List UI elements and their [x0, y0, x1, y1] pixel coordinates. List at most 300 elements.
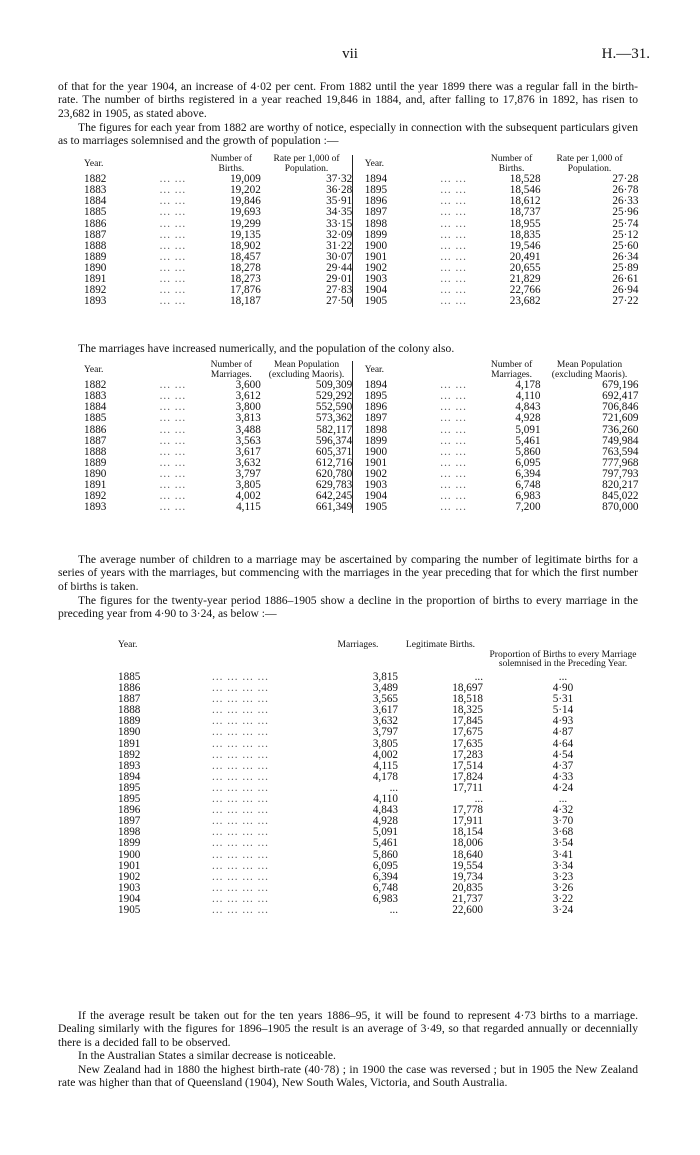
year-cell: 1884	[84, 401, 107, 414]
leader-dots: ... ...	[159, 401, 187, 414]
header-births: Number of Births.	[490, 154, 533, 174]
births-cell: 18,518	[452, 693, 483, 706]
value-cell: 706,846	[602, 401, 639, 414]
births-cell: 20,835	[452, 881, 483, 894]
count-cell: 18,737	[509, 206, 541, 219]
leader-dots: ... ... ... ...	[212, 848, 269, 861]
value-cell: 642,245	[261, 491, 353, 502]
marriages-cell: 3,805	[372, 737, 398, 750]
year-cell: 1904	[364, 490, 388, 503]
header-year: Year.	[118, 640, 138, 651]
year-cell: 1882	[84, 173, 107, 186]
value-cell: 763,594	[602, 445, 639, 458]
header-rate: Rate per 1,000 of Population.	[261, 155, 353, 174]
births-cell: 19,554	[452, 859, 483, 872]
table-row	[118, 739, 643, 750]
leader-dots: ... ...	[440, 467, 467, 480]
count-cell: 18,278	[230, 261, 261, 274]
value-cell: 573,362	[261, 413, 353, 424]
leader-dots: ... ... ... ...	[212, 793, 269, 806]
header-year: Year.	[84, 364, 104, 375]
proportion-cell: 4·93	[552, 715, 574, 728]
births-cell: 17,845	[452, 715, 483, 728]
births-cell: 17,675	[452, 726, 483, 739]
births-cell: 18,697	[452, 682, 483, 695]
leader-dots: ... ... ... ...	[212, 748, 269, 761]
year-cell: 1887	[84, 434, 107, 447]
proportion-cell: 3·70	[552, 815, 574, 828]
year-cell: 1882	[84, 379, 107, 392]
count-cell: 4,843	[515, 401, 541, 414]
leader-dots: ... ...	[159, 206, 187, 219]
paragraph-new-zealand: New Zealand had in 1880 the highest birth-rate (40·78) ; in 1900 the case was reversed ; but in 1905 the New Zealand rate was higher than that of Queensland (1904), New South Wales, Victoria, and South Australia.	[58, 1063, 638, 1090]
marriages-cell: 4,178	[372, 770, 398, 783]
leader-dots: ... ... ... ...	[212, 759, 269, 772]
marriages-cell: 4,115	[373, 759, 398, 772]
marriages-cell: 3,617	[372, 704, 398, 717]
leader-dots: ... ... ... ...	[212, 804, 269, 817]
births-cell: 18,325	[452, 704, 483, 717]
count-cell: 19,202	[230, 184, 261, 197]
count-cell: 19,693	[230, 206, 261, 219]
value-cell: 25·89	[612, 261, 639, 274]
count-cell: 18,612	[509, 195, 541, 208]
paragraph-marriages-intro: The marriages have increased numerically, and the population of the colony also.	[78, 342, 455, 355]
year-cell: 1886	[84, 423, 107, 436]
value-cell: 27·28	[612, 173, 639, 186]
marriages-cell: 3,489	[372, 682, 398, 695]
count-cell: 6,095	[515, 456, 541, 469]
year-cell: 1887	[84, 228, 107, 241]
proportion-cell: 3·23	[552, 870, 574, 883]
value-cell: 870,000	[602, 501, 639, 514]
value-cell: 26·94	[612, 284, 639, 297]
marriages-cell: 5,461	[372, 837, 398, 850]
value-cell: 736,260	[602, 423, 639, 436]
marriages-cell: 4,928	[372, 815, 398, 828]
value-cell: 620,780	[261, 469, 353, 480]
year-cell: 1896	[118, 804, 141, 817]
proportion-cell: 3·41	[552, 848, 574, 861]
value-cell: 27·83	[261, 285, 353, 296]
count-cell: 19,546	[509, 239, 541, 252]
value-cell: 35·91	[261, 196, 353, 207]
year-cell: 1890	[84, 467, 107, 480]
value-cell: 797,793	[602, 467, 639, 480]
value-cell: 552,590	[261, 402, 353, 413]
count-cell: 3,805	[235, 479, 261, 492]
leader-dots: ... ...	[440, 228, 467, 241]
year-cell: 1899	[118, 837, 141, 850]
marriages-cell: 6,748	[372, 881, 398, 894]
proportion-cell: 3·26	[552, 881, 574, 894]
leader-dots: ... ... ... ...	[212, 903, 269, 916]
value-cell: 777,968	[602, 456, 639, 469]
count-cell: 18,546	[509, 184, 541, 197]
count-cell: 7,200	[515, 501, 541, 514]
table-row	[84, 425, 639, 436]
count-cell: 5,091	[515, 423, 541, 436]
year-cell: 1894	[364, 173, 388, 186]
proportion-cell: 4·54	[552, 748, 574, 761]
leader-dots: ... ...	[159, 423, 187, 436]
year-cell: 1899	[364, 434, 388, 447]
year-cell: 1905	[364, 295, 388, 308]
leader-dots: ... ...	[440, 239, 467, 252]
leader-dots: ... ...	[159, 467, 187, 480]
leader-dots: ... ...	[159, 501, 187, 514]
value-cell: 27·50	[261, 296, 353, 307]
proportion-cell: 3·22	[552, 892, 574, 905]
leader-dots: ... ...	[159, 379, 187, 392]
proportion-cell: 5·14	[552, 704, 574, 717]
year-cell: 1888	[84, 239, 107, 252]
leader-dots: ... ...	[159, 390, 187, 403]
paragraph-birth-rate: of that for the year 1904, an increase of 4·02 per cent. From 1882 until the year 1899 there was a regular fall in the birth-rate. The number of births registered in a year reached 19,846 in 1884, and, after falling to 17,876 in 1892, has risen to 23,682 in 1905, as stated above.	[58, 80, 638, 120]
value-cell: 27·22	[612, 295, 639, 308]
year-cell: 1893	[84, 501, 107, 514]
leader-dots: ... ... ... ...	[212, 671, 269, 683]
proportion-cell: 5·31	[552, 693, 574, 706]
value-cell: 29·44	[261, 263, 353, 274]
leader-dots: ... ...	[159, 445, 187, 458]
count-cell: 3,612	[235, 390, 261, 403]
value-cell: 32·09	[261, 230, 353, 241]
year-cell: 1885	[84, 206, 107, 219]
leader-dots: ... ...	[440, 173, 467, 186]
header-population: Mean Population (excluding Maoris).	[551, 360, 628, 380]
paragraph-australian-states: In the Australian States a similar decrease is noticeable.	[78, 1049, 336, 1062]
births-cell: 17,283	[452, 748, 483, 761]
proportion-cell: 3·34	[552, 859, 574, 872]
marriages-population-table	[84, 361, 639, 513]
births-cell: ...	[474, 671, 483, 683]
year-cell: 1901	[364, 456, 388, 469]
value-cell: 25·12	[612, 228, 639, 241]
births-cell: 17,778	[452, 804, 483, 817]
header-year: Year.	[364, 364, 385, 375]
year-cell: 1896	[364, 401, 388, 414]
value-cell: 36·28	[261, 185, 353, 196]
leader-dots: ... ...	[440, 412, 467, 425]
leader-dots: ... ...	[159, 490, 187, 503]
value-cell: 26·33	[612, 195, 639, 208]
header-year: Year.	[364, 158, 385, 169]
year-cell: 1892	[84, 490, 107, 503]
year-cell: 1889	[84, 456, 107, 469]
year-cell: 1901	[118, 859, 141, 872]
leader-dots: ... ...	[159, 456, 187, 469]
count-cell: 19,135	[230, 228, 261, 241]
value-cell: 26·61	[612, 273, 639, 286]
count-cell: 5,860	[515, 445, 541, 458]
value-cell: 34·35	[261, 207, 353, 218]
marriages-cell: 4,110	[373, 793, 398, 806]
value-cell: 679,196	[602, 379, 639, 392]
value-cell: 661,349	[261, 502, 353, 513]
leader-dots: ... ... ... ...	[212, 715, 269, 728]
year-cell: 1883	[84, 390, 107, 403]
year-cell: 1903	[364, 479, 388, 492]
value-cell: 721,609	[602, 412, 639, 425]
header-marriages: Number of Marriages.	[210, 360, 253, 380]
count-cell: 4,110	[515, 390, 541, 403]
year-cell: 1890	[84, 261, 107, 274]
marriages-cell: 5,091	[372, 826, 398, 839]
header-year: Year.	[84, 158, 104, 169]
leader-dots: ... ...	[159, 273, 187, 286]
births-cell: 17,824	[452, 770, 483, 783]
leader-dots: ... ...	[159, 412, 187, 425]
table-row	[118, 838, 643, 849]
year-cell: 1894	[364, 379, 388, 392]
value-cell: 30·07	[261, 252, 353, 263]
count-cell: 18,187	[230, 295, 261, 308]
leader-dots: ... ... ... ...	[212, 815, 269, 828]
year-cell: 1895	[118, 793, 141, 806]
proportion-cell: 3·54	[552, 837, 574, 850]
births-cell: 18,640	[452, 848, 483, 861]
count-cell: 18,955	[509, 217, 541, 230]
marriages-cell: ...	[389, 903, 398, 916]
year-cell: 1905	[364, 501, 388, 514]
paragraph-average-children: The average number of children to a marriage may be ascertained by comparing the number of legitimate births for a series of years with the marriages, but commencing with the marriages in the year preceding that for which the first number of births is taken.	[58, 553, 638, 593]
leader-dots: ... ...	[159, 184, 187, 197]
count-cell: 3,488	[235, 423, 261, 436]
marriages-cell: 4,843	[372, 804, 398, 817]
year-cell: 1887	[118, 693, 141, 706]
count-cell: 22,766	[509, 284, 541, 297]
births-cell: 21,737	[452, 892, 483, 905]
year-cell: 1893	[118, 759, 141, 772]
year-cell: 1891	[84, 479, 107, 492]
leader-dots: ... ...	[440, 423, 467, 436]
births-cell: 18,006	[452, 837, 483, 850]
table-row	[84, 207, 639, 218]
count-cell: 18,835	[509, 228, 541, 241]
table-row	[84, 296, 639, 307]
leader-dots: ... ... ... ...	[212, 892, 269, 905]
count-cell: 18,902	[230, 239, 261, 252]
leader-dots: ... ...	[440, 445, 467, 458]
proportion-cell: 3·24	[552, 903, 574, 916]
count-cell: 3,800	[235, 401, 261, 414]
leader-dots: ... ...	[440, 184, 467, 197]
count-cell: 3,813	[235, 412, 261, 425]
year-cell: 1900	[364, 445, 388, 458]
leader-dots: ... ...	[159, 239, 187, 252]
marriages-cell: 3,632	[372, 715, 398, 728]
value-cell: 25·96	[612, 206, 639, 219]
year-cell: 1904	[364, 284, 388, 297]
count-cell: 4,178	[515, 379, 541, 392]
paragraph-figures-intro: The figures for each year from 1882 are worthy of notice, especially in connection with the subsequent particulars given as to marriages solemnised and the growth of population :—	[58, 121, 638, 148]
count-cell: 23,682	[509, 295, 541, 308]
value-cell: 29·01	[261, 274, 353, 285]
count-cell: 3,563	[235, 434, 261, 447]
year-cell: 1899	[364, 228, 388, 241]
table-row	[118, 850, 643, 861]
proportion-cell: 4·87	[552, 726, 574, 739]
leader-dots: ... ... ... ...	[212, 737, 269, 750]
value-cell: 509,309	[261, 380, 353, 391]
proportion-cell: 3·68	[552, 826, 574, 839]
value-cell: 26·78	[612, 184, 639, 197]
births-cell: 17,514	[452, 759, 483, 772]
year-cell: 1891	[118, 737, 141, 750]
year-cell: 1888	[118, 704, 141, 717]
births-cell: 17,711	[452, 781, 483, 794]
marriages-cell: 6,095	[372, 859, 398, 872]
count-cell: 3,632	[235, 456, 261, 469]
year-cell: 1903	[364, 273, 388, 286]
year-cell: 1890	[118, 726, 141, 739]
value-cell: 37·32	[261, 174, 353, 185]
leader-dots: ... ... ... ...	[212, 826, 269, 839]
year-cell: 1884	[84, 195, 107, 208]
header-legitimate-births: Legitimate Births.	[405, 640, 476, 651]
value-cell: 26·34	[612, 250, 639, 263]
header-proportion: Proportion of Births to every Marriage solemnised in the Preceding Year.	[489, 649, 637, 670]
paragraph-twenty-year: The figures for the twenty-year period 1886–1905 show a decline in the proportion of births to every marriage in the preceding year from 4·90 to 3·24, as below :—	[58, 594, 638, 621]
year-cell: 1895	[364, 184, 388, 197]
leader-dots: ... ...	[440, 490, 467, 503]
leader-dots: ... ...	[159, 434, 187, 447]
header-marriages: Marriages.	[337, 640, 379, 651]
year-cell: 1883	[84, 184, 107, 197]
leader-dots: ... ... ... ...	[212, 859, 269, 872]
marriages-cell: 3,815	[372, 671, 398, 683]
leader-dots: ... ...	[440, 479, 467, 492]
table-row	[118, 905, 643, 916]
year-cell: 1904	[118, 892, 141, 905]
leader-dots: ... ... ... ...	[212, 682, 269, 695]
value-cell: 605,371	[261, 447, 353, 458]
year-cell: 1886	[118, 682, 141, 695]
births-cell: 17,635	[452, 737, 483, 750]
proportion-cell: 4·32	[552, 804, 574, 817]
leader-dots: ... ...	[440, 250, 467, 263]
page-reference: H.—31.	[601, 46, 650, 62]
births-cell: 17,911	[452, 815, 483, 828]
year-cell: 1902	[364, 467, 388, 480]
births-cell: ...	[474, 793, 483, 806]
table-row	[84, 219, 639, 230]
year-cell: 1903	[118, 881, 141, 894]
year-cell: 1892	[84, 284, 107, 297]
count-cell: 3,797	[235, 467, 261, 480]
count-cell: 4,115	[236, 501, 261, 514]
table-row	[118, 727, 643, 738]
value-cell: 33·15	[261, 219, 353, 230]
count-cell: 18,457	[230, 250, 261, 263]
count-cell: 18,528	[509, 173, 541, 186]
header-births: Number of Births.	[210, 154, 253, 174]
year-cell: 1901	[364, 250, 388, 263]
leader-dots: ... ...	[159, 295, 187, 308]
header-marriages: Number of Marriages.	[490, 360, 533, 380]
year-cell: 1885	[118, 671, 141, 683]
count-cell: 20,655	[509, 261, 541, 274]
value-cell: 820,217	[602, 479, 639, 492]
year-cell: 1900	[118, 848, 141, 861]
year-cell: 1898	[364, 217, 388, 230]
year-cell: 1902	[364, 261, 388, 274]
year-cell: 1898	[364, 423, 388, 436]
value-cell: 25·74	[612, 217, 639, 230]
leader-dots: ... ... ... ...	[212, 881, 269, 894]
year-cell: 1892	[118, 748, 141, 761]
year-cell: 1896	[364, 195, 388, 208]
value-cell: 692,417	[602, 390, 639, 403]
proportion-cell: ...	[558, 671, 568, 683]
leader-dots: ... ...	[159, 217, 187, 230]
count-cell: 6,394	[515, 467, 541, 480]
leader-dots: ... ...	[159, 261, 187, 274]
year-cell: 1895	[118, 781, 141, 794]
count-cell: 19,299	[230, 217, 261, 230]
births-cell: 19,734	[452, 870, 483, 883]
births-cell: 22,600	[452, 903, 483, 916]
value-cell: 25·60	[612, 239, 639, 252]
leader-dots: ... ... ... ...	[212, 693, 269, 706]
proportion-table	[118, 620, 643, 916]
proportion-cell: 4·64	[552, 737, 574, 750]
leader-dots: ... ...	[440, 390, 467, 403]
marriages-cell: 5,860	[372, 848, 398, 861]
value-cell: 749,984	[602, 434, 639, 447]
leader-dots: ... ...	[440, 261, 467, 274]
year-cell: 1902	[118, 870, 141, 883]
leader-dots: ... ...	[440, 217, 467, 230]
page-number: vii	[342, 46, 358, 62]
count-cell: 21,829	[509, 273, 541, 286]
value-cell: 845,022	[602, 490, 639, 503]
table-row	[84, 502, 639, 513]
leader-dots: ... ...	[159, 284, 187, 297]
leader-dots: ... ...	[159, 173, 187, 186]
proportion-cell: 4·90	[552, 682, 574, 695]
count-cell: 6,748	[515, 479, 541, 492]
value-cell: 31·22	[261, 241, 353, 252]
leader-dots: ... ... ... ...	[212, 781, 269, 794]
leader-dots: ... ...	[440, 501, 467, 514]
year-cell: 1894	[118, 770, 141, 783]
leader-dots: ... ...	[159, 195, 187, 208]
year-cell: 1897	[364, 412, 388, 425]
count-cell: 20,491	[509, 250, 541, 263]
year-cell: 1893	[84, 295, 107, 308]
leader-dots: ... ...	[440, 434, 467, 447]
leader-dots: ... ...	[440, 206, 467, 219]
leader-dots: ... ...	[440, 284, 467, 297]
proportion-cell: ...	[558, 793, 568, 806]
year-cell: 1905	[118, 903, 141, 916]
leader-dots: ... ...	[440, 456, 467, 469]
value-cell: 612,716	[261, 458, 353, 469]
count-cell: 5,461	[515, 434, 541, 447]
value-cell: 629,783	[261, 480, 353, 491]
paragraph-average-result: If the average result be taken out for the ten years 1886–95, it will be found to represent 4·73 births to a marriage. Dealing similarly with the figures for 1896–1905 the result is an average of 3·49, so that regarded annually or decennially there is a decided fall to be observed.	[58, 1009, 638, 1049]
leader-dots: ... ...	[440, 379, 467, 392]
year-cell: 1889	[118, 715, 141, 728]
leader-dots: ... ... ... ...	[212, 770, 269, 783]
year-cell: 1895	[364, 390, 388, 403]
count-cell: 3,600	[235, 379, 261, 392]
leader-dots: ... ... ... ...	[212, 726, 269, 739]
year-cell: 1889	[84, 250, 107, 263]
year-cell: 1897	[364, 206, 388, 219]
